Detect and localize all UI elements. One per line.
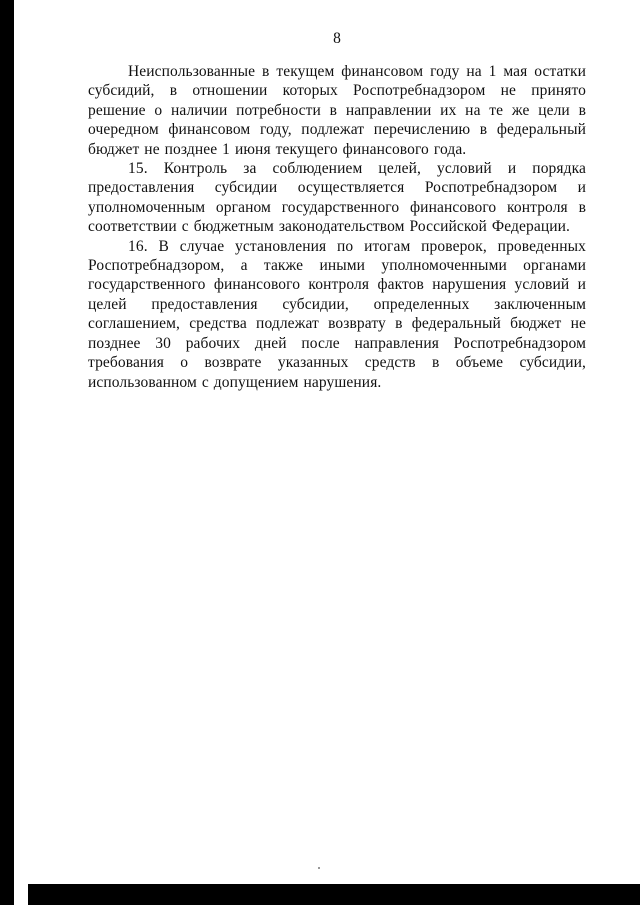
scan-speck <box>318 867 320 869</box>
document-page <box>88 30 586 392</box>
paragraph-item-16-violations: 16. В случае установления по итогам проверок, проведенных Роспотребнадзором, а также иными уполномоченными органами государственного финансового контроля фактов нарушения условий и целей предоставления субсидии, определенных заключенным соглашением, средства подлежат возврату в федеральный бюджет не позднее 30 рабочих дней после направления Роспотребнадзором требования о возврате указанных средств в объеме субсидии, использованном с допущением нарушения. <box>88 237 586 391</box>
bottom-scan-artifact-bar <box>28 884 640 905</box>
page-number: 8 <box>333 30 341 47</box>
left-scan-artifact-bar <box>0 0 14 905</box>
paragraph-unused-subsidy-remainder: Неиспользованные в текущем финансовом году на 1 мая остатки субсидий, в отношении которых Роспотребнадзором не принято решение о наличии потребности в направлении их на те же цели в очередном финансовом году, подлежат перечислению в федеральный бюджет не позднее 1 июня текущего финансового года. <box>88 63 586 158</box>
paragraph-item-15-control: 15. Контроль за соблюдением целей, условий и порядка предоставления субсидии осуществляется Роспотребнадзором и уполномоченным органом государственного финансового контроля в соответствии с бюджетным законодательством Российской Федерации. <box>88 160 586 236</box>
